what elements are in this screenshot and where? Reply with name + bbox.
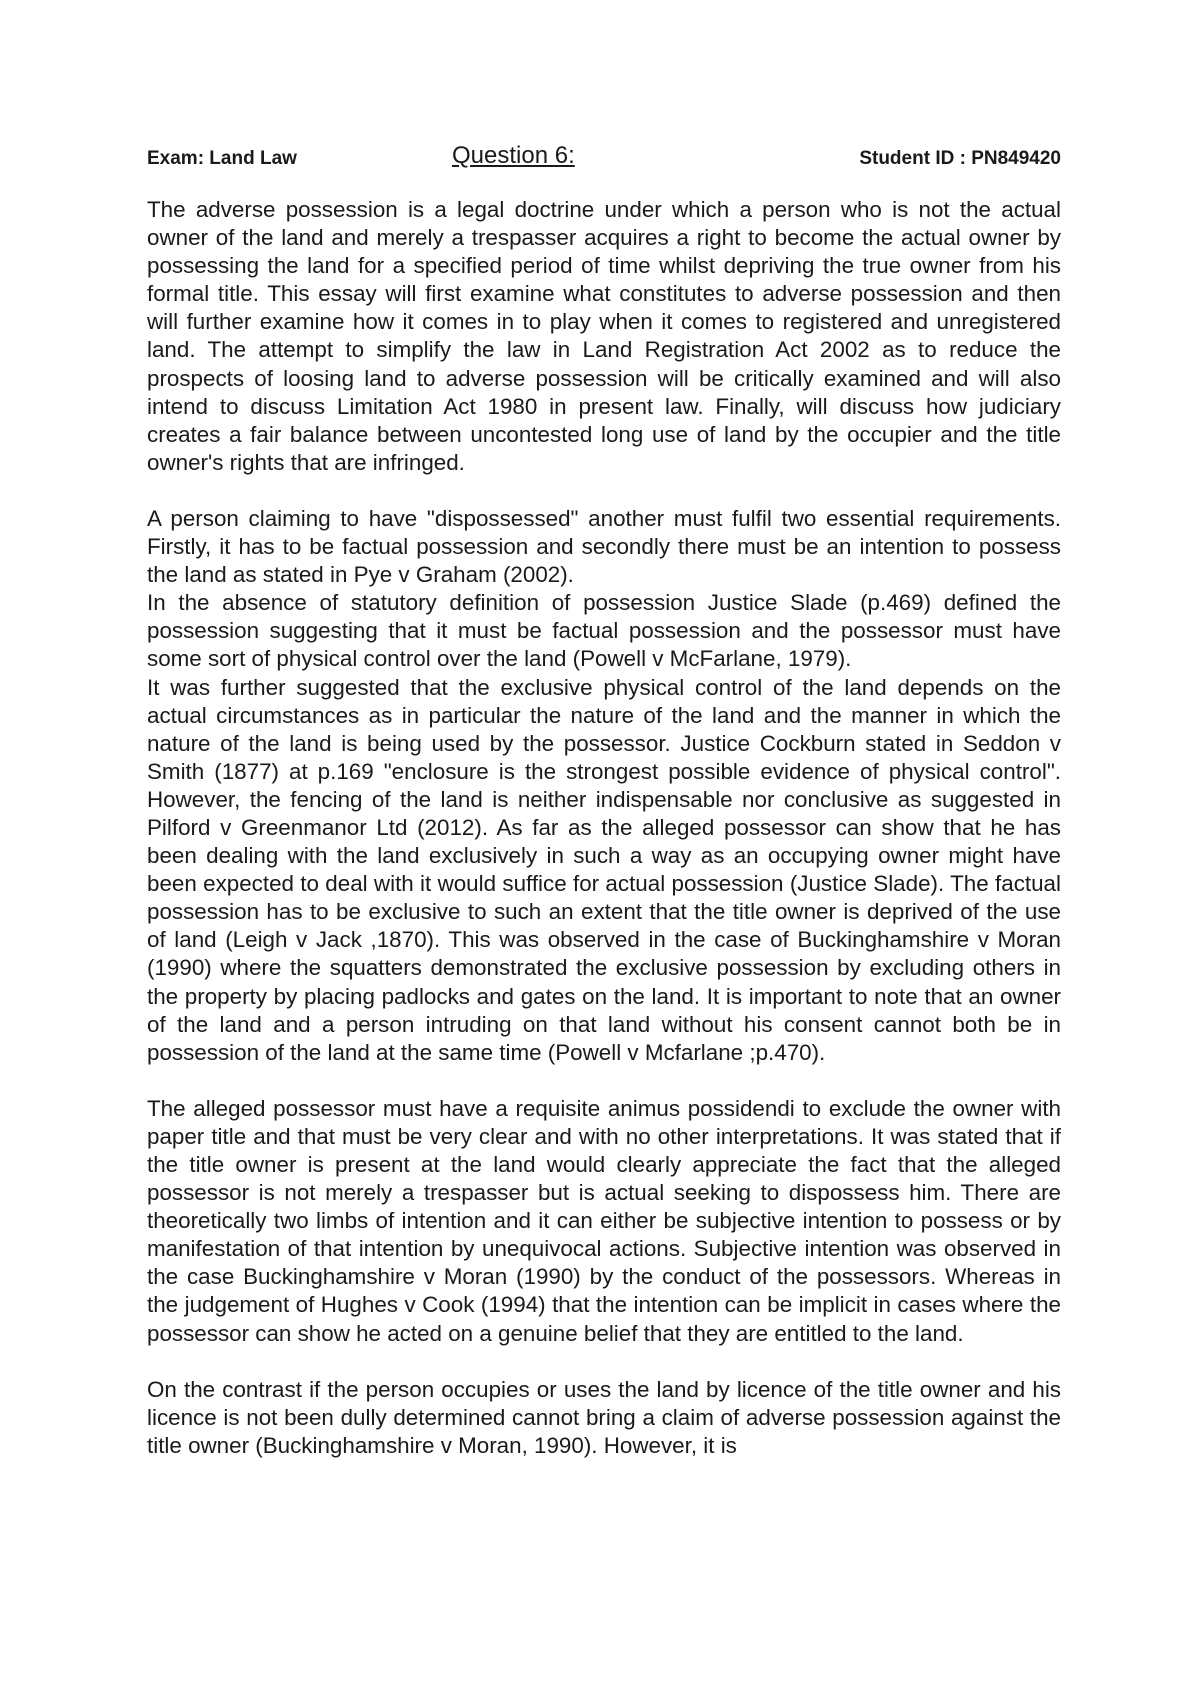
- paragraph-definition: In the absence of statutory definition of possession Justice Slade (p.469) defined the possession suggesting that it must be factual possession and the possessor must have some sort of physical control over the land (Powell v McFarlane, 1979).: [147, 590, 1061, 672]
- paragraph-intention: The alleged possessor must have a requisite animus possidendi to exclude the owner with paper title and that must be very clear and with no other interpretations. It was stated that if the title owner is present at the land would clearly appreciate the fact that the alleged possessor is not merely a trespasser but is actual seeking to dispossess him. There are theoretically two limbs of intention and it can either be subjective intention to possess or by manifestation of that intention by unequivocal actions. Subjective intention was observed in the case Buckinghamshire v Moran (1990) by the conduct of the possessors. Whereas in the judgement of Hughes v Cook (1994) that the intention can be implicit in cases where the possessor can show he acted on a genuine belief that they are entitled to the land.: [147, 1095, 1061, 1346]
- paragraph-intro: The adverse possession is a legal doctrine under which a person who is not the actual owner of the land and merely a trespasser acquires a right to become the actual owner by possessing the land for a specified period of time whilst depriving the true owner from his formal title. This essay will first examine what constitutes to adverse possession and then will further examine how it comes in to play when it comes to registered and unregistered land. The attempt to simplify the law in Land Registration Act 2002 as to reduce the prospects of loosing land to adverse possession will be critically examined and will also intend to discuss Limitation Act 1980 in present law. Finally, will discuss how judiciary creates a fair balance between uncontested long use of land by the occupier and the title owner's rights that are infringed.: [147, 197, 1061, 475]
- document-header: [147, 142, 1061, 182]
- document-page: [147, 142, 1061, 1460]
- paragraph-licence: On the contrast if the person occupies or uses the land by licence of the title owner and his licence is not been dully determined cannot bring a claim of adverse possession against the title owner (Buckinghamshire v Moran, 1990). However, it is: [147, 1376, 1061, 1458]
- student-id: Student ID : PN849420: [859, 148, 1061, 169]
- essay-body: [147, 196, 1061, 1460]
- paragraph-requirements: A person claiming to have "dispossessed" another must fulfil two essential requirements. Firstly, it has to be factual possession and secondly there must be an intention to possess the land as stated in Pye v Graham (2002).: [147, 505, 1061, 588]
- paragraph-physical-control: It was further suggested that the exclusive physical control of the land depends on the actual circumstances as in particular the nature of the land and the manner in which the nature of the land is being used by the possessor. Justice Cockburn stated in Seddon v Smith (1877) at p.169 "enclosure is the strongest possible evidence of physical control". However, the fencing of the land is neither indispensable nor conclusive as suggested in Pilford v Greenmanor Ltd (2012). As far as the alleged possessor can show that he has been dealing with the land exclusively in such a way as an occupying owner might have been expected to deal with it would suffice for actual possession (Justice Slade). The factual possession has to be exclusive to such an extent that the title owner is deprived of the use of land (Leigh v Jack ,1870). This was observed in the case of Buckinghamshire v Moran (1990) where the squatters demonstrated the exclusive possession by excluding others in the property by placing padlocks and gates on the land. It is important to note that an owner of the land and a person intruding on that land without his consent cannot both be in possession of the land at the same time (Powell v Mcfarlane ;p.470).: [147, 674, 1061, 1065]
- exam-title: Exam: Land Law: [147, 148, 297, 169]
- question-title: Question 6:: [452, 142, 575, 169]
